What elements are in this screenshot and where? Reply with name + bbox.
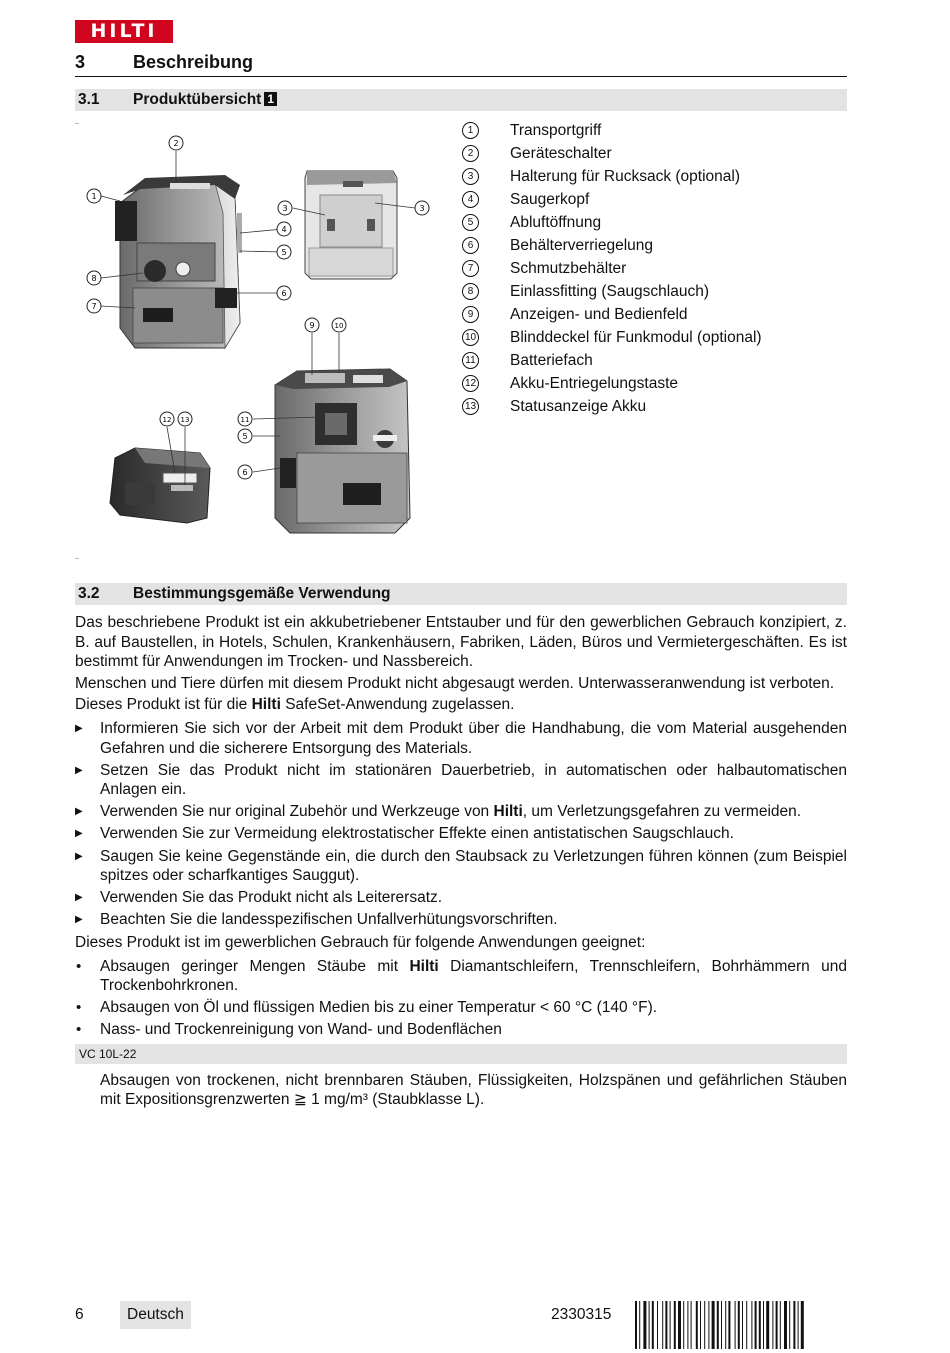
legend-item: [462, 211, 847, 234]
callout-text-10: 10: [334, 322, 344, 330]
callout-12: [160, 412, 174, 426]
vacuum-rear-view: [305, 171, 397, 279]
instruction-list: [75, 719, 847, 930]
callout-9: [305, 318, 319, 332]
list-text: Saugen Sie keine Gegenstände ein, die durch den Staubsack zu Verletzungen führen können (zum Beispiel spitzes oder scharfkantiges Sauggut).: [100, 847, 847, 885]
callout-text-4: 4: [281, 225, 287, 234]
callout-text-3b: 3: [419, 204, 425, 213]
callout-6a: [277, 286, 291, 300]
product-figure: [75, 123, 441, 559]
list-item: [75, 824, 847, 844]
callout-text-12: 12: [162, 416, 172, 424]
dot-bullet-icon: •: [76, 999, 82, 1017]
brand-name: Hilti: [251, 696, 281, 714]
legend-label: Batteriefach: [510, 352, 593, 369]
list-item: [75, 888, 847, 908]
application-list: [75, 957, 847, 1040]
list-text: Beachten Sie die landesspezifischen Unfallverhütungsvorschriften.: [100, 911, 558, 929]
legend-item: [462, 395, 847, 418]
callout-text-5a: 5: [281, 248, 287, 257]
callout-text-5b: 5: [242, 432, 248, 441]
legend-item: [462, 372, 847, 395]
legend-number: 6: [462, 237, 479, 254]
logo-text: HILTI: [90, 20, 158, 42]
callout-5b: [238, 429, 252, 443]
arrow-bullet-icon: ▶: [75, 806, 83, 818]
callout-3a: [278, 201, 292, 215]
legend-number: 12: [462, 375, 479, 392]
callout-13: [178, 412, 192, 426]
legend-number: 2: [462, 145, 479, 162]
language-tag: Deutsch: [120, 1301, 191, 1329]
legend-item: [462, 234, 847, 257]
legend-label: Geräteschalter: [510, 145, 612, 162]
page-number: 6: [75, 1306, 84, 1323]
callout-4: [277, 222, 291, 236]
model-paragraph: Absaugen von trockenen, nicht brennbaren Stäuben, Flüssigkeiten, Holzspänen und gefährlichen Stäuben mit Expositionsgrenzwerten ≧ 1 mg/m³ (Staubklasse L).: [100, 1071, 847, 1109]
callout-1: [87, 189, 101, 203]
text-run: SafeSet-Anwendung zugelassen.: [280, 696, 515, 714]
legend-number: 9: [462, 306, 479, 323]
callout-8: [87, 271, 101, 285]
legend-label: Behälterverriegelung: [510, 237, 654, 254]
legend-number: 5: [462, 214, 479, 231]
legend-number: 10: [462, 329, 479, 346]
legend-number: 3: [462, 168, 479, 185]
legend-item: [462, 188, 847, 211]
battery-pack: [110, 448, 210, 523]
text-run: Dieses Produkt ist für die: [75, 696, 252, 714]
legend-number: 13: [462, 398, 479, 415]
barcode-icon: [635, 1301, 847, 1349]
chapter-heading: [75, 52, 847, 77]
paragraph: Menschen und Tiere dürfen mit diesem Produkt nicht abgesaugt werden. Unterwasseranwendung ist verboten.: [75, 674, 835, 692]
legend-number: 8: [462, 283, 479, 300]
legend-item: [462, 326, 847, 349]
list-text: Verwenden Sie zur Vermeidung elektrostatischer Effekte einen antistatischen Saugschlauch.: [100, 825, 734, 843]
callout-text-6a: 6: [281, 289, 287, 298]
list-item: [75, 1020, 847, 1040]
legend-label: Transportgriff: [510, 122, 602, 139]
chapter-number: 3: [75, 52, 86, 72]
legend-item: [462, 119, 847, 142]
list-text: Setzen Sie das Produkt nicht im stationären Dauerbetrieb, in automatischen oder halbautomatischen Anlagen ein.: [100, 761, 847, 799]
chapter-title: Beschreibung: [133, 52, 254, 72]
arrow-bullet-icon: ▶: [75, 722, 83, 734]
callout-text-13: 13: [180, 416, 190, 424]
legend-number: 7: [462, 260, 479, 277]
callout-11: [238, 412, 252, 426]
legend-item: [462, 142, 847, 165]
paragraph: Das beschriebene Produkt ist ein akkubetriebener Entstauber und für den gewerblichen Gebrauch konzipiert, z. B. auf Baustellen, in Hotels, Schulen, Krankenhäusern, Fabriken, Läden, Büros und Vermietergeschäften. Es ist bestimmt für Anwendungen im Trocken- und Nassbereich.: [75, 614, 847, 671]
legend-number: 4: [462, 191, 479, 208]
paragraph: [75, 695, 847, 715]
list-text: Verwenden Sie nur original Zubehör und Werkzeuge von: [100, 803, 494, 821]
callout-5a: [277, 245, 291, 259]
legend-item: [462, 303, 847, 326]
legend-label: Halterung für Rucksack (optional): [510, 168, 741, 185]
callout-text-6b: 6: [242, 468, 248, 477]
dot-bullet-icon: •: [76, 1021, 82, 1039]
section-number: 3.1: [78, 91, 100, 108]
callout-6b: [238, 465, 252, 479]
legend-label: Akku-Entriegelungstaste: [510, 375, 679, 392]
legend-label: Blinddeckel für Funkmodul (optional): [510, 329, 762, 346]
legend-label: Abluftöffnung: [510, 214, 602, 231]
brand-name: Hilti: [409, 957, 439, 975]
figure-ref-badge: 1: [264, 92, 277, 106]
legend-label: Statusanzeige Akku: [510, 398, 647, 415]
section-heading-intended-use: [75, 583, 847, 605]
model-bar: VC 10L-22: [75, 1044, 847, 1064]
callout-10: [332, 318, 346, 332]
legend-item: [462, 165, 847, 188]
section-title: Bestimmungsgemäße Verwendung: [133, 585, 391, 602]
arrow-bullet-icon: ▶: [75, 828, 83, 840]
vacuum-front-view: [275, 369, 410, 533]
legend-item: [462, 280, 847, 303]
vacuum-side-view: [115, 175, 242, 348]
list-item: [75, 910, 847, 930]
list-item: [75, 957, 847, 996]
list-text: Nass- und Trockenreinigung von Wand- und Bodenflächen: [100, 1021, 502, 1039]
legend-label: Anzeigen- und Bedienfeld: [510, 306, 688, 323]
section-heading-overview: [75, 89, 847, 111]
legend-label: Saugerkopf: [510, 191, 590, 208]
list-item: [75, 719, 847, 758]
list-text: Informieren Sie sich vor der Arbeit mit dem Produkt über die Handhabung, die vom Material ausgehenden Gefahren und die sicherere Entsorgung des Materials.: [100, 719, 847, 757]
list-text: , um Verletzungsgefahren zu vermeiden.: [522, 803, 802, 821]
callout-text-2: 2: [173, 139, 179, 148]
list-item: [75, 802, 847, 822]
list-text: Absaugen geringer Mengen Stäube mit: [100, 957, 410, 975]
section-title: Produktübersicht: [133, 91, 262, 108]
list-item: [75, 847, 847, 886]
callout-7: [87, 299, 101, 313]
callout-3b: [415, 201, 429, 215]
arrow-bullet-icon: ▶: [75, 850, 83, 862]
legend-number: 1: [462, 122, 479, 139]
intended-use-body: [75, 613, 847, 1112]
paragraph: Dieses Produkt ist im gewerblichen Gebrauch für folgende Anwendungen geeignet:: [75, 933, 646, 951]
callout-text-11: 11: [240, 416, 250, 424]
legend-item: [462, 257, 847, 280]
legend-item: [462, 349, 847, 372]
list-text: Diamantschleifern, Trennschleifern, Bohrhämmern und Trockenbohrkronen.: [100, 957, 848, 995]
dot-bullet-icon: •: [76, 957, 82, 975]
section-number: 3.2: [78, 585, 100, 602]
brand-name: Hilti: [493, 803, 523, 821]
list-item: [75, 998, 847, 1018]
document-code: 2330315: [551, 1306, 612, 1323]
callout-text-3a: 3: [282, 204, 288, 213]
callout-text-7: 7: [91, 302, 97, 311]
list-text: Verwenden Sie das Produkt nicht als Leiterersatz.: [100, 889, 443, 907]
callout-text-8: 8: [91, 274, 97, 283]
list-item: [75, 761, 847, 800]
page-footer: [75, 1301, 847, 1331]
arrow-bullet-icon: ▶: [75, 892, 83, 904]
hilti-logo: [75, 20, 173, 43]
list-text: Absaugen von Öl und flüssigen Medien bis zu einer Temperatur < 60 °C (140 °F).: [100, 999, 658, 1017]
callout-text-9: 9: [309, 321, 315, 330]
arrow-bullet-icon: ▶: [75, 914, 83, 926]
product-illustration: [75, 123, 441, 559]
legend-label: Einlassfitting (Saugschlauch): [510, 283, 710, 300]
legend-label: Schmutzbehälter: [510, 260, 627, 277]
callout-text-1: 1: [91, 192, 97, 201]
component-legend: [462, 119, 847, 418]
arrow-bullet-icon: ▶: [75, 764, 83, 776]
legend-number: 11: [462, 352, 479, 369]
callout-2: [169, 136, 183, 150]
